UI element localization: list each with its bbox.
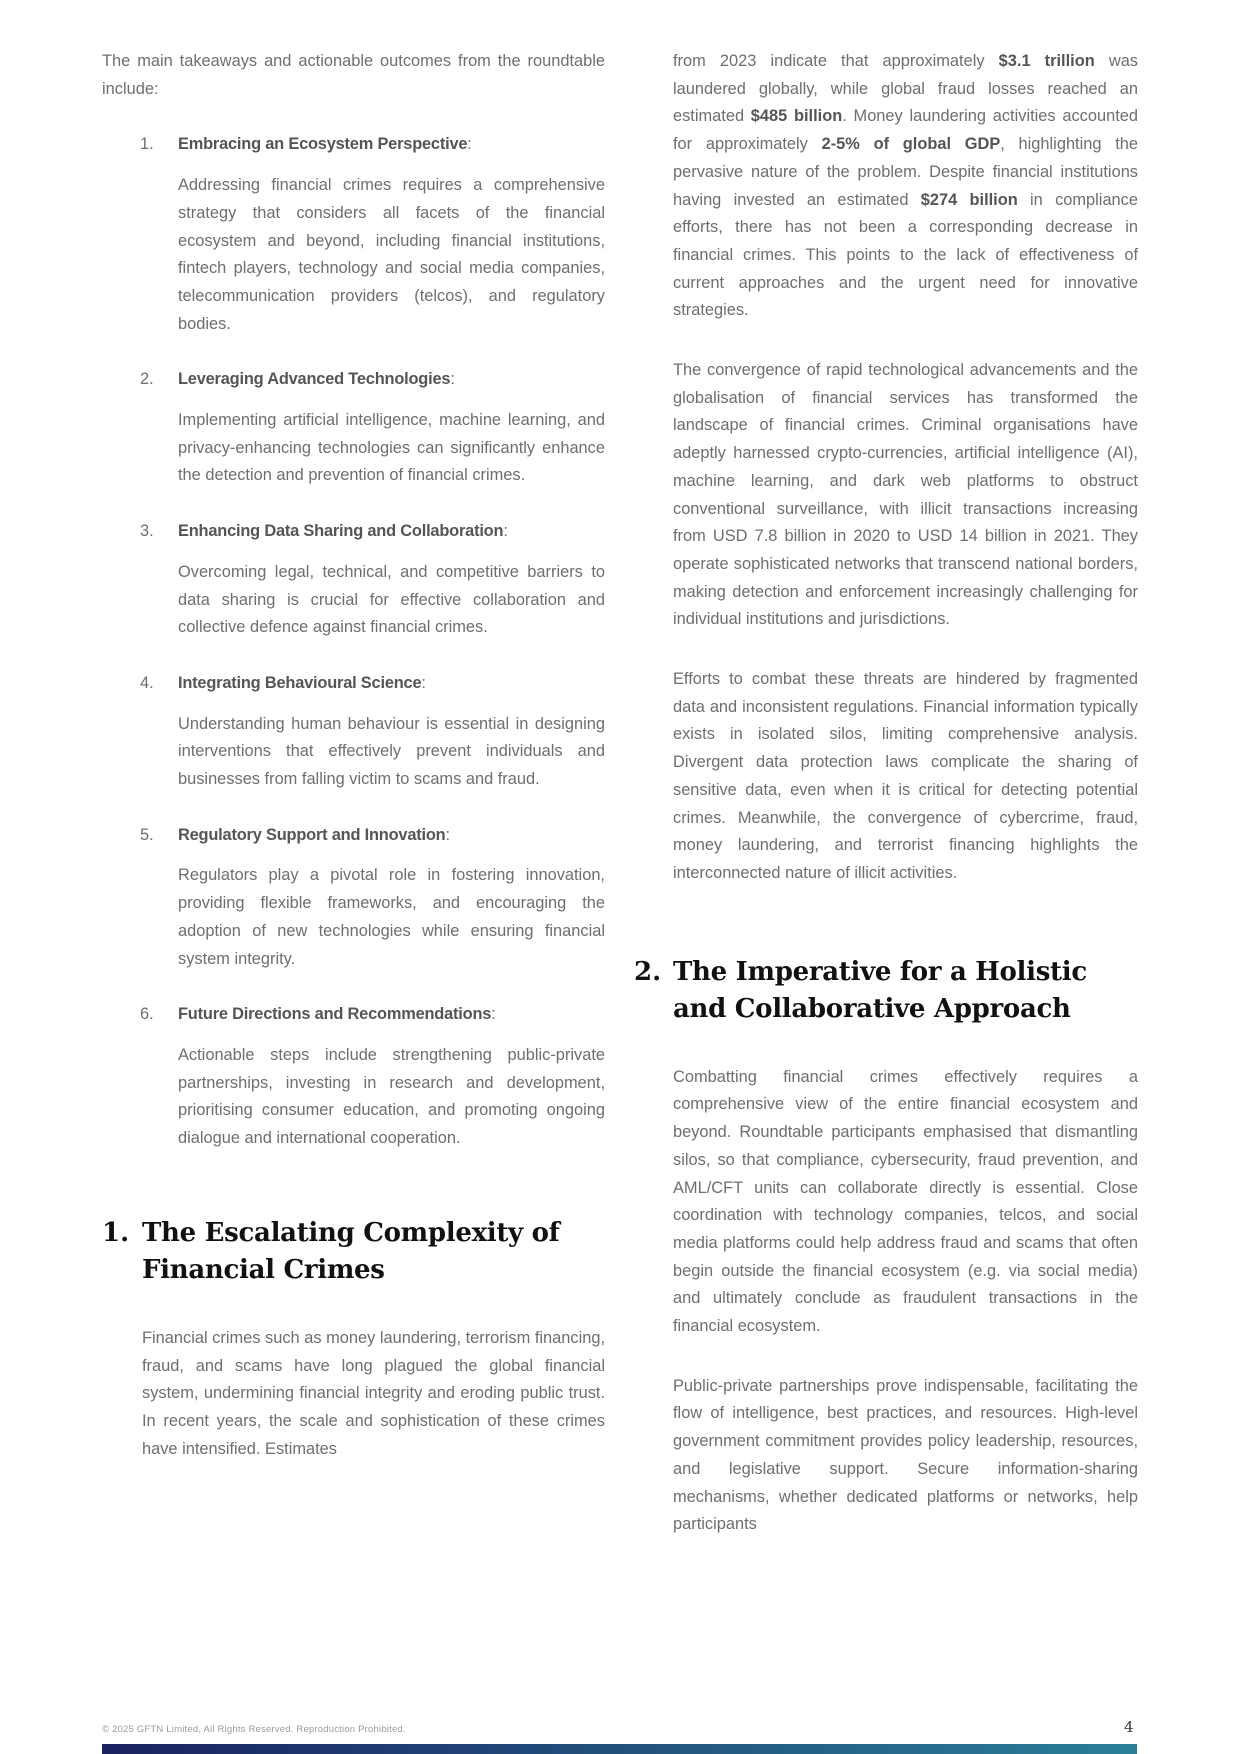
section-1 [102,1215,605,1464]
section-title: The Escalating Complexity of Financial Crimes [142,1217,560,1285]
section-title: The Imperative for a Holistic and Collaborative Approach [673,956,1087,1024]
takeaway-text: Understanding human behaviour is essential in designing interventions that effectively prevent individuals and businesses from falling victim to scams and fraud. [178,714,605,789]
right-column [634,48,1139,1539]
takeaway-title: Future Directions and Recommendations: [178,1005,496,1024]
takeaway-text: Actionable steps include strengthening public-private partnerships, investing in research and development, prioritising consumer education, and promoting ongoing dialogue and international cooperation. [178,1045,605,1148]
takeaway-item-2 [102,366,605,490]
takeaway-item-5 [102,822,605,974]
section-1-paragraph-1: Financial crimes such as money laundering, terrorism financing, fraud, and scams have long plagued the global financial system, undermining financial integrity and eroding public trust. In recent years, the scale and sophistication of these crimes have intensified. Estimates [142,1328,605,1458]
takeaway-text: Addressing financial crimes requires a comprehensive strategy that considers all facets of the financial ecosystem and beyond, including financial institutions, fintech players, technology and social media companies, telecommunication providers (telcos), and regulatory bodies. [178,176,605,333]
footer-gradient-bar [102,1744,1137,1754]
takeaway-number: 4. [140,673,154,692]
takeaways-list [102,131,605,1152]
takeaway-number: 3. [140,522,154,541]
takeaway-item-3 [102,518,605,642]
takeaway-text: Regulators play a pivotal role in fostering innovation, providing flexible frameworks, and encouraging the adoption of new technologies while ensuring financial system integrity. [178,866,605,968]
page-number: 4 [1124,1718,1134,1736]
takeaway-number: 5. [140,825,154,844]
section-1-paragraph-3: Efforts to combat these threats are hindered by fragmented data and inconsistent regulations. Financial information typically exists in isolated silos, limiting comprehensive analysis. Divergent data protection laws complicate the sharing of sensitive data, even when it is critical for detecting potential crimes. Meanwhile, the convergence of cybercrime, fraud, money laundering, and terrorist financing highlights the interconnected nature of illicit activities. [673,670,1138,882]
section-1-heading [102,1215,605,1289]
takeaway-text: Implementing artificial intelligence, machine learning, and privacy-enhancing technologies can significantly enhance the detection and prevention of financial crimes. [178,411,605,485]
takeaway-title: Integrating Behavioural Science: [178,673,426,692]
takeaway-number: 1. [140,135,154,154]
takeaway-item-4 [102,670,605,794]
takeaway-item-6 [102,1001,605,1153]
takeaway-title: Enhancing Data Sharing and Collaboration: [178,522,508,541]
takeaway-number: 6. [140,1005,154,1024]
takeaway-title: Regulatory Support and Innovation: [178,825,451,844]
intro-paragraph: The main takeaways and actionable outcomes from the roundtable include: [102,52,605,98]
section-2-paragraph-1: Combatting financial crimes effectively requires a comprehensive view of the entire financial ecosystem and beyond. Roundtable participants emphasised that dismantling silos, so that compliance, cybersecurity, fraud prevention, and AML/CFT units can collaborate directly is essential. Close coordination with technology companies, telcos, and social media platforms could help address fraud and scams that often begin outside the financial ecosystem (e.g. via social media) and ultimately conclude as fraudulent transactions in the financial ecosystem. [673,1067,1138,1336]
takeaway-item-1 [102,131,605,338]
section-2 [634,954,1138,1539]
takeaway-text: Overcoming legal, technical, and competitive barriers to data sharing is crucial for effective collaboration and collective defence against financial crimes. [178,562,605,637]
section-number: 2. [634,956,662,987]
section-2-heading [634,954,1138,1028]
takeaway-title: Embracing an Ecosystem Perspective: [178,135,472,154]
takeaway-title: Leveraging Advanced Technologies: [178,370,455,389]
section-1-paragraph-1-continued: from 2023 indicate that approximately $3.1 trillion was laundered globally, while global fraud losses reached an estimated $485 billion. Money laundering activities accounted for approximately 2-5% of global GDP, highlighting the pervasive nature of the problem. Despite financial institutions having invested an estimated $274 billion in compliance efforts, there has not been a corresponding decrease in financial crimes. This points to the lack of effectiveness of current approaches and the urgent need for innovative strategies. [673,52,1139,320]
section-number: 1. [102,1217,130,1248]
section-2-paragraph-2: Public-private partnerships prove indispensable, facilitating the flow of intelligence, best practices, and resources. High-level government commitment provides policy leadership, resources, and legislative support. Secure information-sharing mechanisms, whether dedicated platforms or networks, help participants [673,1376,1138,1534]
section-1-paragraph-2: The convergence of rapid technological advancements and the globalisation of financial services has transformed the landscape of financial crimes. Criminal organisations have adeptly harnessed crypto-currencies, artificial intelligence (AI), machine learning, and dark web platforms to obstruct conventional surveillance, with illicit transactions increasing from USD 7.8 billion in 2020 to USD 14 billion in 2021. They operate sophisticated networks that transcend national borders, making detection and enforcement increasingly challenging for individual institutions and jurisdictions. [673,361,1138,629]
takeaway-number: 2. [140,370,154,389]
left-column [102,48,605,1463]
footer-copyright: © 2025 GFTN Limited, All Rights Reserved. Reproduction Prohibited. [102,1724,406,1735]
